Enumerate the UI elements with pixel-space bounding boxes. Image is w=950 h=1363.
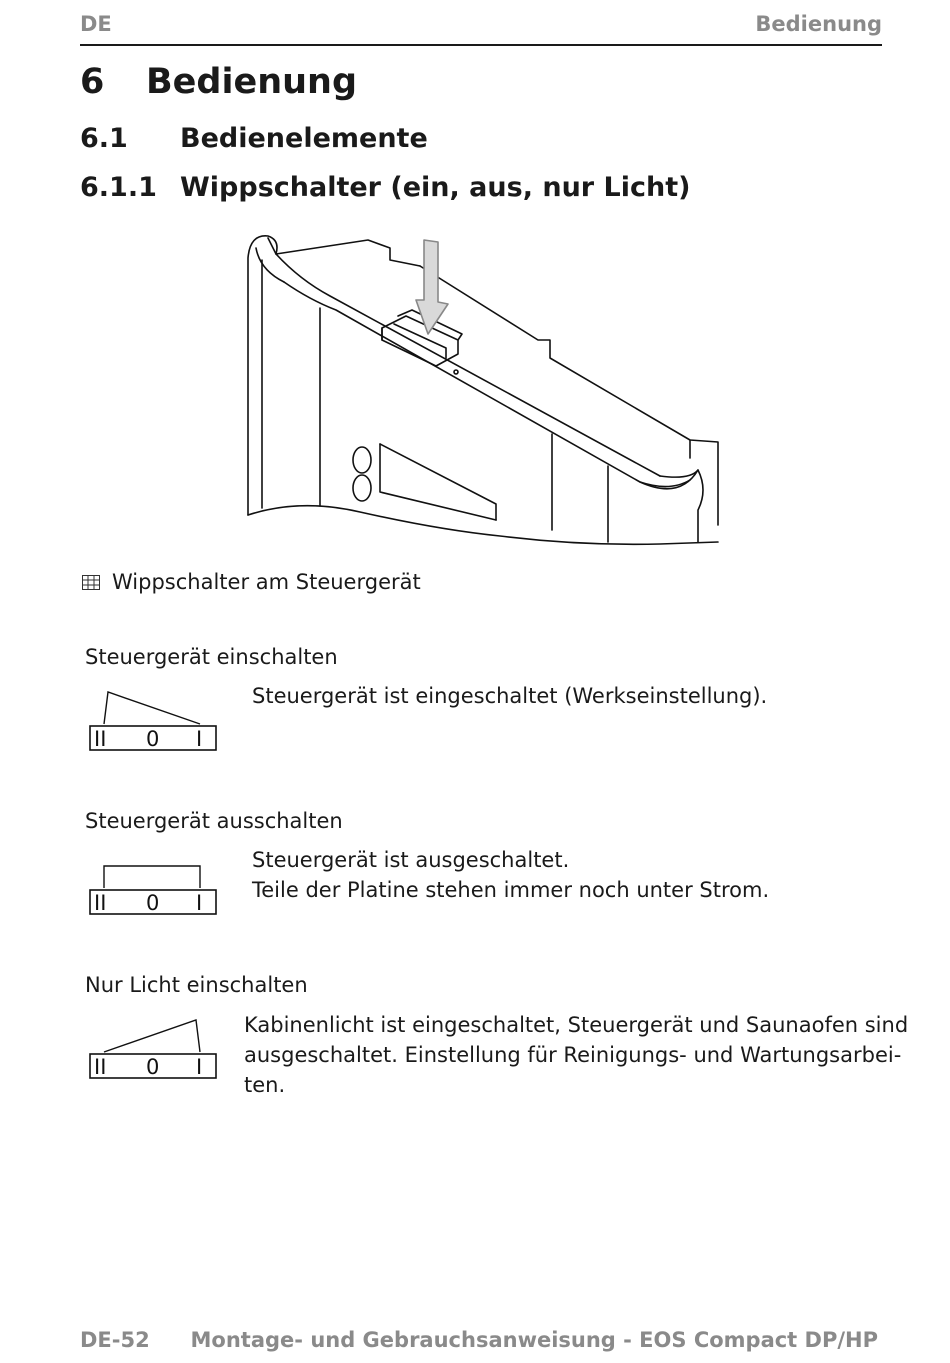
- switch-label-ii: II: [94, 727, 107, 751]
- state-on-description: [252, 681, 767, 711]
- state-on-title: Steuergerät einschalten: [85, 645, 338, 669]
- state-off-title: Steuergerät ausschalten: [85, 809, 343, 833]
- header-section: Bedienung: [755, 12, 882, 36]
- header-language: DE: [80, 12, 112, 36]
- switch-label-ii: II: [94, 1055, 107, 1079]
- state-light-description: [244, 1010, 908, 1100]
- state-light-line-2: ausgeschaltet. Einstellung für Reinigungs- und Wartungsarbei-: [244, 1043, 902, 1067]
- state-light-line-1: Kabinenlicht ist eingeschaltet, Steuergerät und Saunaofen sind: [244, 1013, 909, 1037]
- chapter-number: 6: [80, 62, 105, 102]
- state-off-line-1: Steuergerät ist ausgeschaltet.: [252, 848, 570, 872]
- section-heading: [80, 123, 428, 154]
- state-off-description: [252, 845, 769, 905]
- switch-label-0: 0: [146, 891, 160, 915]
- switch-label-0: 0: [146, 727, 160, 751]
- switch-label-i: I: [196, 1055, 203, 1079]
- section-title: Bedienelemente: [180, 123, 428, 154]
- state-light-title: Nur Licht einschalten: [85, 973, 308, 997]
- chapter-heading: [80, 62, 357, 102]
- figure-caption: [82, 570, 421, 594]
- figure-caption-text: Wippschalter am Steuergerät: [112, 570, 421, 594]
- chapter-title: Bedienung: [146, 62, 358, 102]
- state-on-line: Steuergerät ist eingeschaltet (Werkseinstellung).: [252, 684, 768, 708]
- footer-document-title: Montage- und Gebrauchsanweisung - EOS Compact DP/HP: [190, 1328, 878, 1352]
- state-light-line-3: ten.: [244, 1073, 286, 1097]
- switch-label-i: I: [196, 891, 203, 915]
- rocker-switch-light-diagram: [88, 1016, 222, 1086]
- switch-label-i: I: [196, 727, 203, 751]
- switch-label-0: 0: [146, 1055, 160, 1079]
- switch-label-ii: II: [94, 891, 107, 915]
- section-number: 6.1: [80, 123, 128, 154]
- rocker-switch-on-diagram: [88, 688, 222, 758]
- rocker-switch-off-diagram: [88, 852, 222, 922]
- subsection-heading: [80, 172, 690, 203]
- footer-page-number: DE-52: [80, 1328, 150, 1352]
- rocker-switch-device-illustration: [240, 230, 730, 560]
- state-off-line-2: Teile der Platine stehen immer noch unter Strom.: [252, 878, 770, 902]
- subsection-number: 6.1.1: [80, 172, 157, 203]
- figure-grid-icon: [82, 575, 100, 590]
- subsection-title: Wippschalter (ein, aus, nur Licht): [180, 172, 691, 203]
- header-rule: [80, 44, 882, 46]
